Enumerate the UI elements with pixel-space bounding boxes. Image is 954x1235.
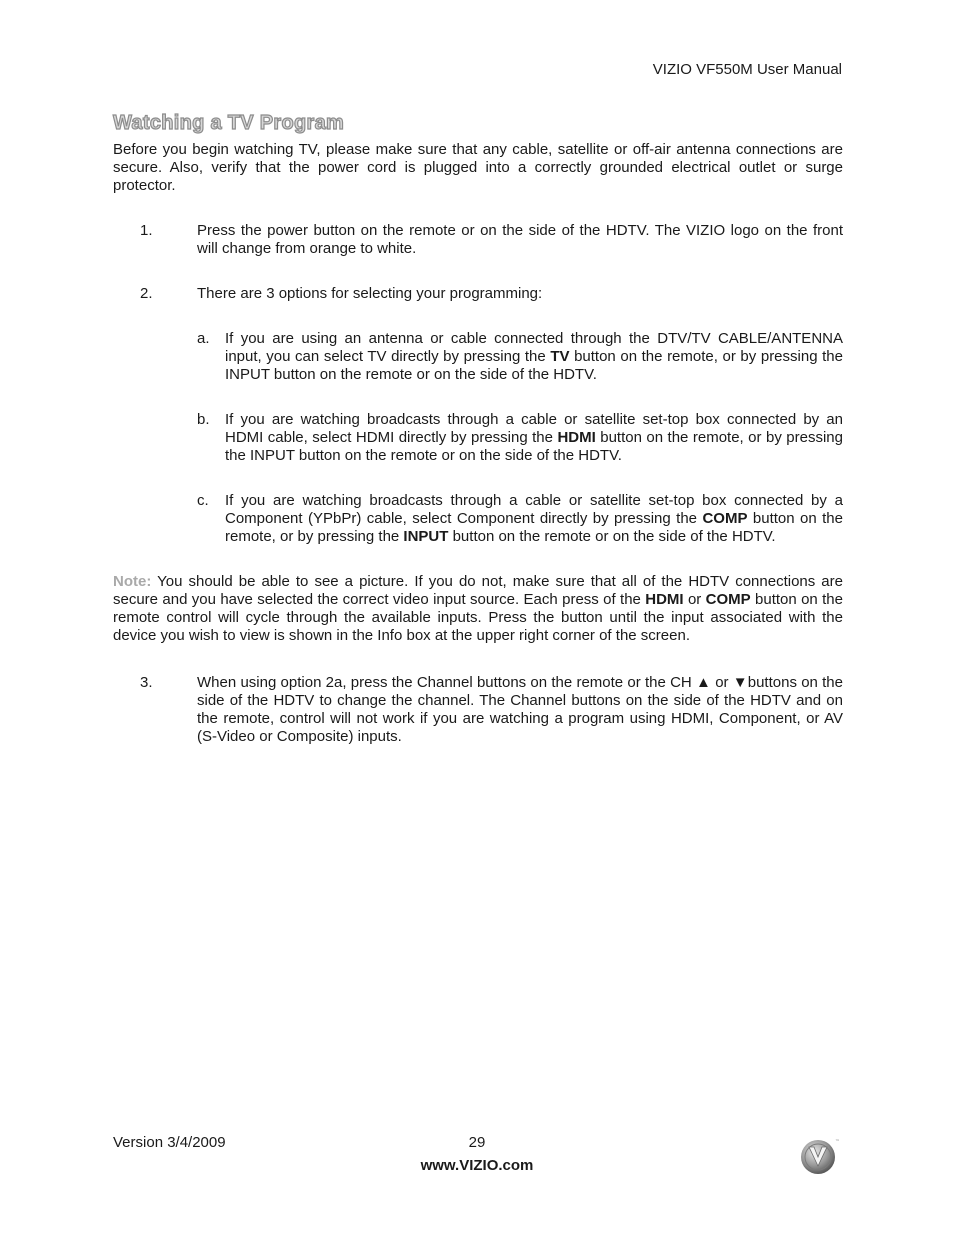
button-name: HDMI: [557, 429, 596, 446]
note-paragraph: [113, 573, 843, 645]
option-text-part: button on the remote, or by pressing the INPUT button on the remote or on the side of the HDTV.: [225, 429, 843, 464]
button-name: COMP: [705, 591, 751, 608]
step-text: When using option 2a, press the Channel buttons on the remote or the CH ▲ or ▼buttons on the side of the HDTV to change the channel. The Channel buttons on the side of the HDTV and on the remote, control will not work if you are watching a program using HDMI, Component, or AV (S-Video or Composite) inputs.: [197, 674, 843, 745]
option-letter: b.: [197, 411, 210, 428]
note-label: Note:: [113, 573, 152, 590]
note-text-part: You should be able to see a picture. If you do not, make sure that all of the HDTV connections are secure and you have selected the correct video input source. Each press of the: [113, 573, 843, 608]
vizio-v-logo-icon: [798, 1136, 838, 1176]
option-text: [225, 330, 843, 384]
option-text: [225, 411, 843, 465]
page-number: 29: [468, 1134, 486, 1151]
button-name: INPUT: [403, 528, 449, 545]
step-number: 3.: [140, 674, 153, 691]
button-name: HDMI: [645, 591, 684, 608]
step-text: Press the power button on the remote or on the side of the HDTV. The VIZIO logo on the front will change from orange to white.: [197, 222, 843, 257]
option-text-part: If you are using an antenna or cable connected through the DTV/TV CABLE/ANTENNA input, you can select TV directly by pressing the: [225, 330, 843, 365]
option-text-part: button on the remote, or by pressing the INPUT button on the remote or on the side of the HDTV.: [225, 348, 843, 383]
step-number: 1.: [140, 222, 153, 239]
button-name: COMP: [702, 510, 748, 527]
note-text-part: or: [683, 591, 706, 608]
svg-text:™: ™: [835, 1139, 840, 1145]
note-text-part: button on the remote control will cycle through the available inputs. Press the button until the input associated with the device you wish to view is shown in the Info box at the upper right corner of the screen.: [113, 591, 843, 644]
option-text-part: button on the remote or on the side of the HDTV.: [448, 528, 776, 545]
step-text: There are 3 options for selecting your programming:: [197, 285, 543, 302]
section-heading: Watching a TV Program: [113, 112, 345, 134]
option-letter: a.: [197, 330, 210, 347]
step-number: 2.: [140, 285, 153, 302]
footer-version: Version 3/4/2009: [113, 1134, 226, 1151]
button-name: TV: [550, 348, 570, 365]
option-text-part: If you are watching broadcasts through a cable or satellite set-top box connected by an HDMI cable, select HDMI directly by pressing the: [225, 411, 843, 446]
option-text: [225, 492, 843, 546]
manual-title: VIZIO VF550M User Manual: [652, 61, 842, 78]
intro-paragraph: Before you begin watching TV, please make sure that any cable, satellite or off-air antenna connections are secure. Also, verify that the power cord is plugged into a correctly grounded electrical outlet or surge protector.: [113, 141, 843, 194]
option-letter: c.: [197, 492, 209, 509]
option-text-part: button on the remote, or by pressing the: [225, 510, 843, 545]
footer-url: www.VIZIO.com: [420, 1157, 534, 1174]
option-text-part: If you are watching broadcasts through a cable or satellite set-top box connected by a Component (YPbPr) cable, select Component directly by pressing the: [225, 492, 843, 527]
